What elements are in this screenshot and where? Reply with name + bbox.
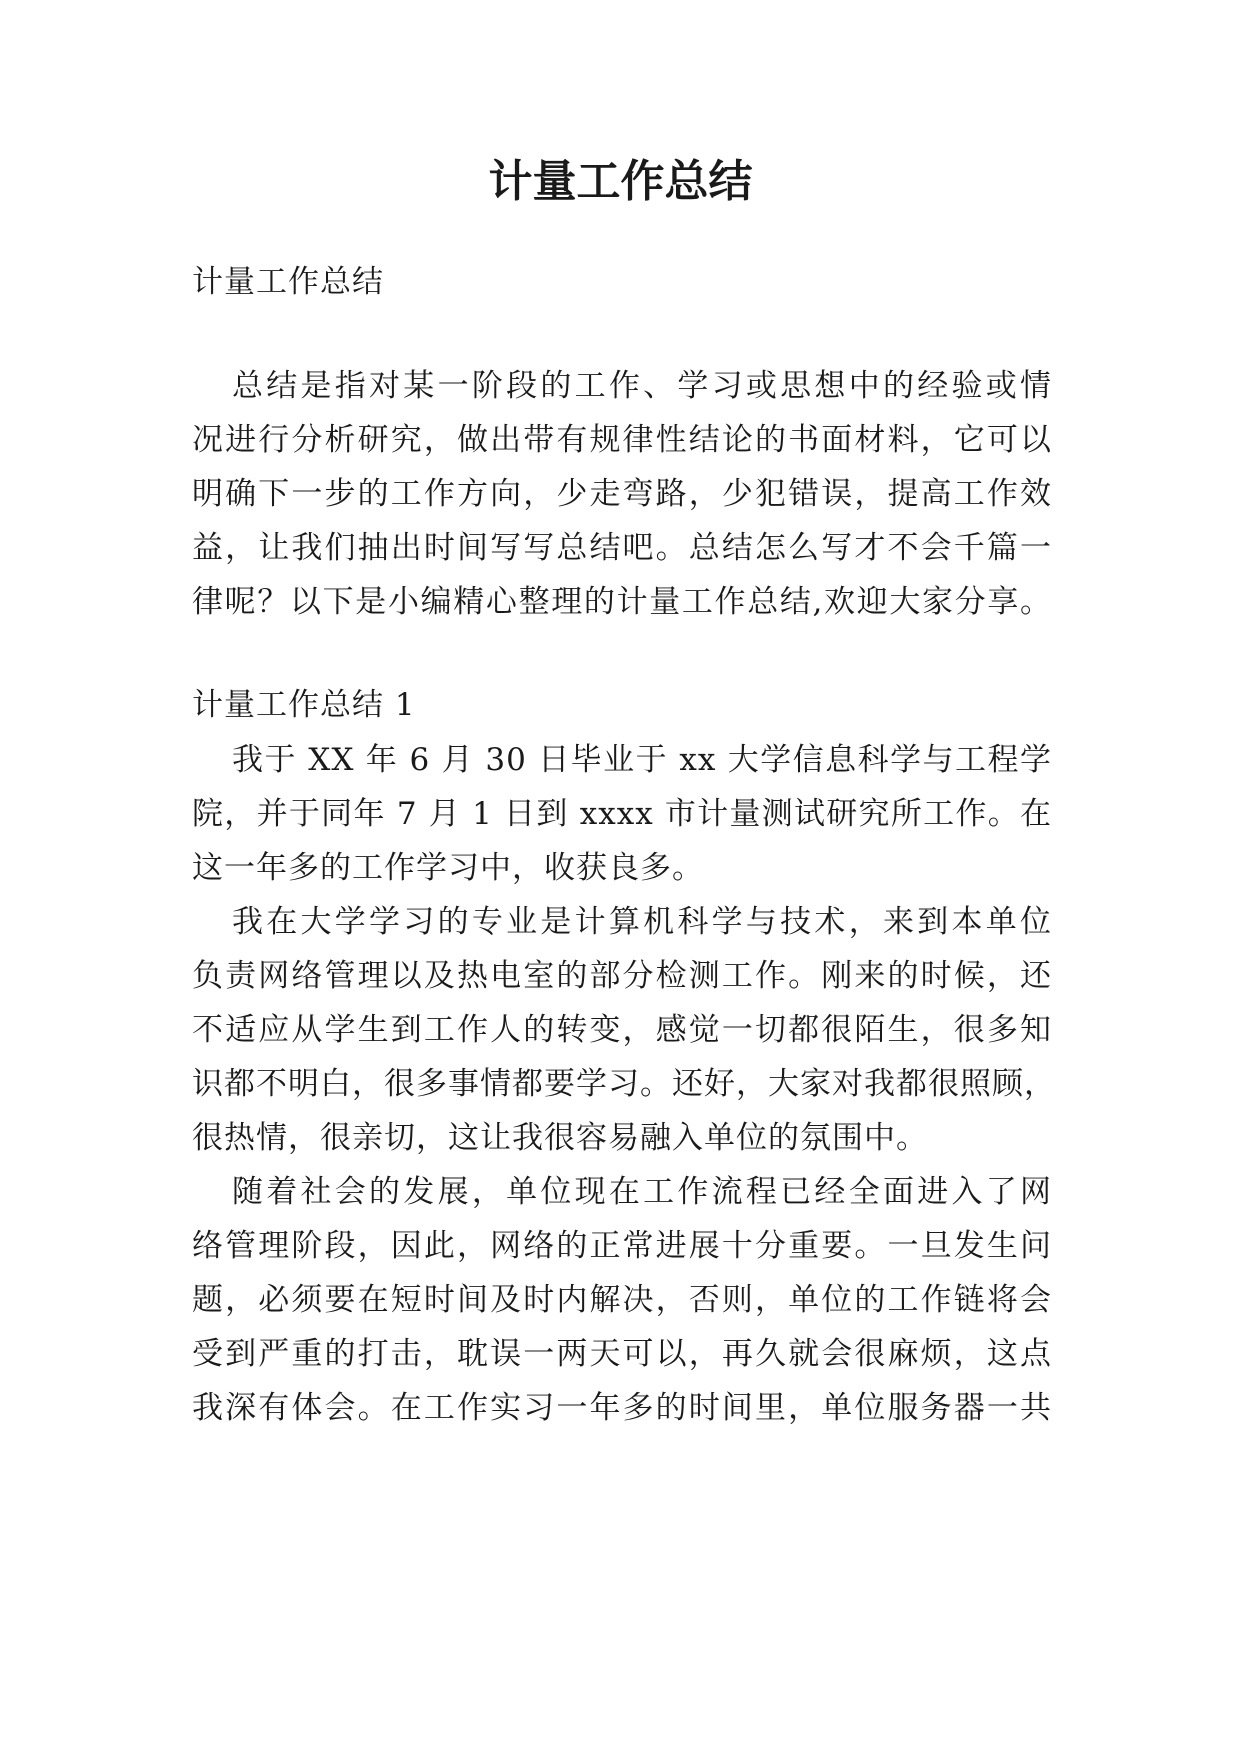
body-line: 我于 XX 年 6 月 30 日毕业于 xx 大学信息科学与工程学 [232, 742, 1052, 778]
body-line: 这一年多的工作学习中，收获良多。 [192, 850, 704, 886]
intro-line: 律呢？以下是小编精心整理的计量工作总结,欢迎大家分享。 [192, 584, 1052, 620]
intro-line: 总结是指对某一阶段的工作、学习或思想中的经验或情 [232, 368, 1052, 404]
document-title: 计量工作总结 [488, 156, 753, 207]
intro-line: 明确下一步的工作方向，少走弯路，少犯错误，提高工作效 [192, 476, 1052, 512]
body-line: 识都不明白，很多事情都要学习。还好，大家对我都很照顾， [192, 1066, 1056, 1102]
intro-line: 况进行分析研究，做出带有规律性结论的书面材料，它可以 [192, 422, 1052, 458]
body-line: 我深有体会。在工作实习一年多的时间里，单位服务器一共 [192, 1390, 1052, 1426]
intro-line: 益，让我们抽出时间写写总结吧。总结怎么写才不会千篇一 [192, 530, 1052, 566]
body-line: 随着社会的发展，单位现在工作流程已经全面进入了网 [232, 1174, 1052, 1210]
body-line: 很热情，很亲切，这让我很容易融入单位的氛围中。 [192, 1120, 928, 1156]
document-subheading: 计量工作总结 [192, 264, 384, 300]
body-line: 负责网络管理以及热电室的部分检测工作。刚来的时候，还 [192, 958, 1052, 994]
body-line: 络管理阶段，因此，网络的正常进展十分重要。一旦发生问 [192, 1228, 1052, 1264]
body-line: 题，必须要在短时间及时内解决，否则，单位的工作链将会 [192, 1282, 1052, 1318]
body-line: 不适应从学生到工作人的转变，感觉一切都很陌生，很多知 [192, 1012, 1052, 1048]
body-line: 受到严重的打击，耽误一两天可以，再久就会很麻烦，这点 [192, 1336, 1052, 1372]
body-line: 我在大学学习的专业是计算机科学与技术，来到本单位 [232, 904, 1052, 940]
body-line: 院，并于同年 7 月 1 日到 xxxx 市计量测试研究所工作。在 [192, 796, 1052, 832]
section-heading: 计量工作总结 1 [192, 687, 416, 723]
